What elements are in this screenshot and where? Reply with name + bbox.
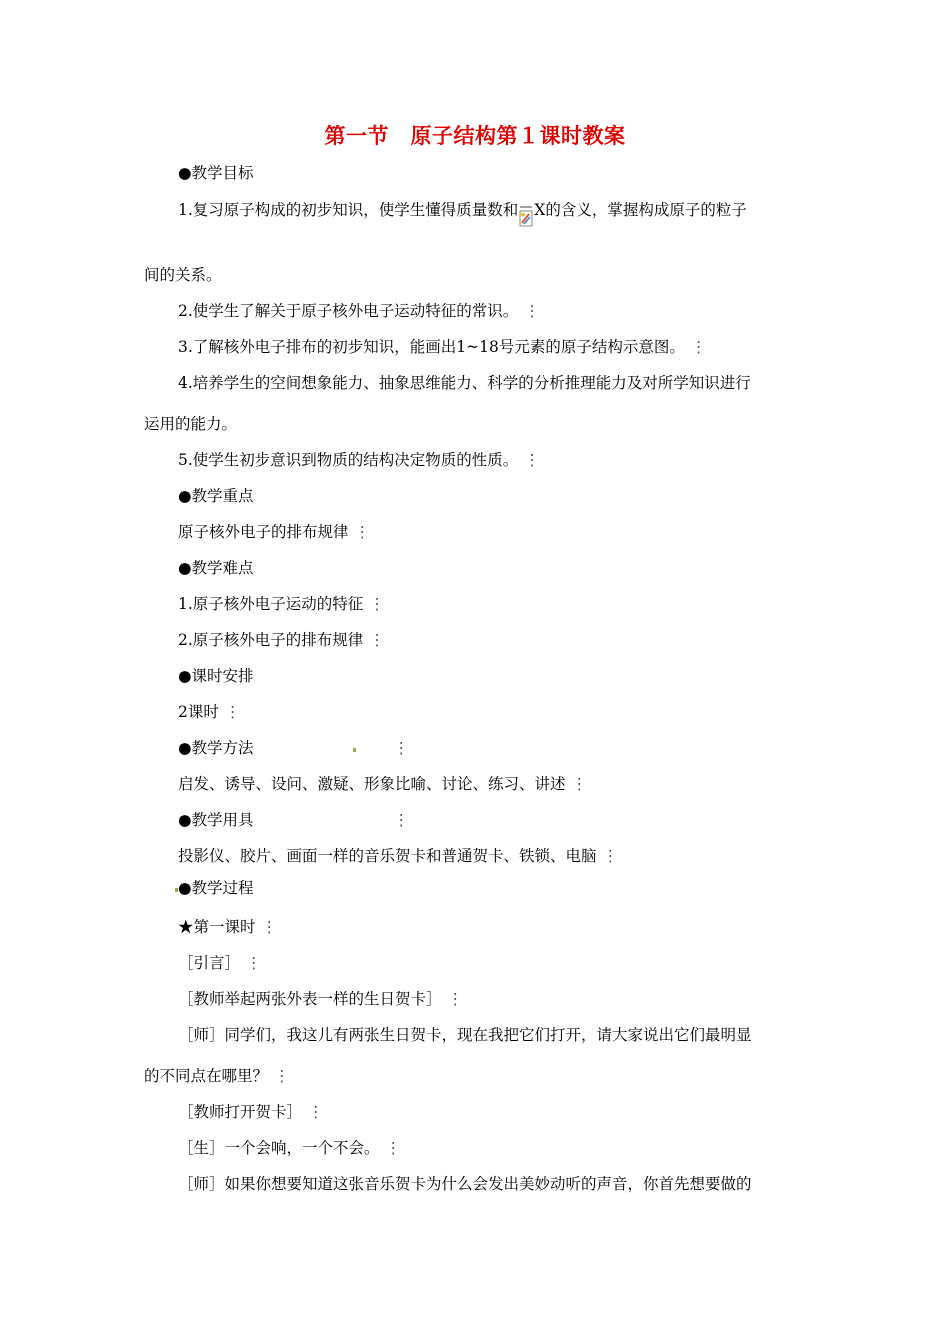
objective-item-2-text: 2.使学生了解关于原子核外电子运动特征的常识。 [178, 302, 519, 320]
section-heading-process: ●教学过程 [178, 879, 254, 897]
process-intro [178, 953, 262, 973]
tools-text-body: 投影仪、胶片、画面一样的音乐贺卡和普通贺卡、铁锁、电脑 [178, 847, 597, 865]
process-student-reply [178, 1138, 401, 1158]
objective-item-3-text: 3.了解核外电子排布的初步知识，能画出1~18号元素的原子结构示意图。 [178, 338, 685, 356]
marker-glyph: ⋮ [385, 1139, 402, 1157]
marker-glyph: ⋮ [261, 918, 278, 936]
marker-glyph: ⋮ [690, 338, 707, 356]
marker-glyph: ⋮ [246, 954, 262, 972]
difficulty-item-1 [178, 594, 385, 614]
difficulty-item-2-text: 2.原子核外电子的排布规律 [178, 631, 364, 649]
methods-text [178, 774, 587, 794]
process-teacher-speech-1: ［师］同学们，我这儿有两张生日贺卡，现在我把它们打开，请大家说出它们最明显 [178, 1026, 752, 1044]
page-title: 第一节 原子结构第１课时教案 [324, 123, 626, 148]
methods-text-body: 启发、诱导、设问、激疑、形象比喻、讨论、练习、讲述 [178, 775, 566, 793]
process-teacher-speech-2: ［师］如果你想要知道这张音乐贺卡为什么会发出美妙动听的声音，你首先想要做的 [178, 1175, 752, 1193]
section-heading-tools [178, 810, 409, 830]
marker-glyph: ⋮ [571, 775, 588, 793]
objective-item-2 [178, 301, 540, 321]
section-heading-objectives: ●教学目标 [178, 164, 254, 182]
process-lesson-1-text: ★第一课时 [178, 918, 256, 936]
marker-glyph: ⋮ [524, 451, 540, 469]
objective-item-1 [178, 200, 747, 227]
tools-heading-text: ●教学用具 [178, 811, 254, 829]
tools-text [178, 846, 618, 866]
objective-item-5-text: 5.使学生初步意识到物质的结构决定物质的性质。 [178, 451, 519, 469]
section-heading-difficulties: ●教学难点 [178, 559, 254, 577]
marker-glyph: ⋮ [524, 302, 540, 320]
methods-heading-text: ●教学方法 [178, 739, 254, 757]
process-teacher-speech-1-continuation [144, 1066, 290, 1086]
schedule-text [178, 702, 240, 722]
section-heading-schedule: ●课时安排 [178, 667, 254, 685]
marker-glyph: ⋮ [274, 1067, 290, 1085]
process-teacher-speech-1-cont-text: 的不同点在哪里？ [144, 1067, 269, 1085]
difficulty-item-1-text: 1.原子核外电子运动的特征 [178, 595, 364, 613]
marker-glyph: ⋮ [224, 703, 241, 721]
process-student-reply-text: ［生］一个会响，一个不会。 [178, 1139, 380, 1157]
objective-item-5 [178, 450, 540, 470]
process-teacher-action-1 [178, 989, 463, 1009]
broken-image-icon [519, 205, 533, 227]
marker-glyph: ⋮ [393, 811, 410, 829]
speck-mark [353, 748, 356, 752]
marker-glyph: ⋮ [602, 847, 619, 865]
marker-glyph: ⋮ [354, 523, 371, 541]
schedule-text-body: 2课时 [178, 703, 219, 721]
section-heading-methods [178, 738, 409, 758]
marker-glyph: ⋮ [369, 595, 385, 613]
marker-glyph: ⋮ [393, 739, 410, 757]
marker-glyph: ⋮ [369, 631, 385, 649]
objective-item-1-text-a: 1.复习原子构成的初步知识，使学生懂得质量数和 [178, 201, 519, 219]
key-points-text-body: 原子核外电子的排布规律 [178, 523, 349, 541]
process-teacher-action-1-text: ［教师举起两张外表一样的生日贺卡］ [178, 990, 442, 1008]
objective-item-3 [178, 337, 706, 357]
key-points-text [178, 522, 370, 542]
objective-item-1-text-b: X的含义，掌握构成原子的粒子 [534, 201, 747, 219]
process-lesson-1 [178, 917, 277, 937]
section-heading-key-points: ●教学重点 [178, 487, 254, 505]
process-teacher-action-2 [178, 1102, 324, 1122]
process-intro-text: ［引言］ [178, 954, 241, 972]
objective-item-4-continuation: 运用的能力。 [144, 415, 238, 433]
difficulty-item-2 [178, 630, 385, 650]
objective-item-4: 4.培养学生的空间想象能力、抽象思维能力、科学的分析推理能力及对所学知识进行 [178, 374, 751, 392]
marker-glyph: ⋮ [447, 990, 464, 1008]
process-teacher-action-2-text: ［教师打开贺卡］ [178, 1103, 303, 1121]
objective-item-1-continuation: 间的关系。 [144, 266, 222, 284]
marker-glyph: ⋮ [308, 1103, 324, 1121]
